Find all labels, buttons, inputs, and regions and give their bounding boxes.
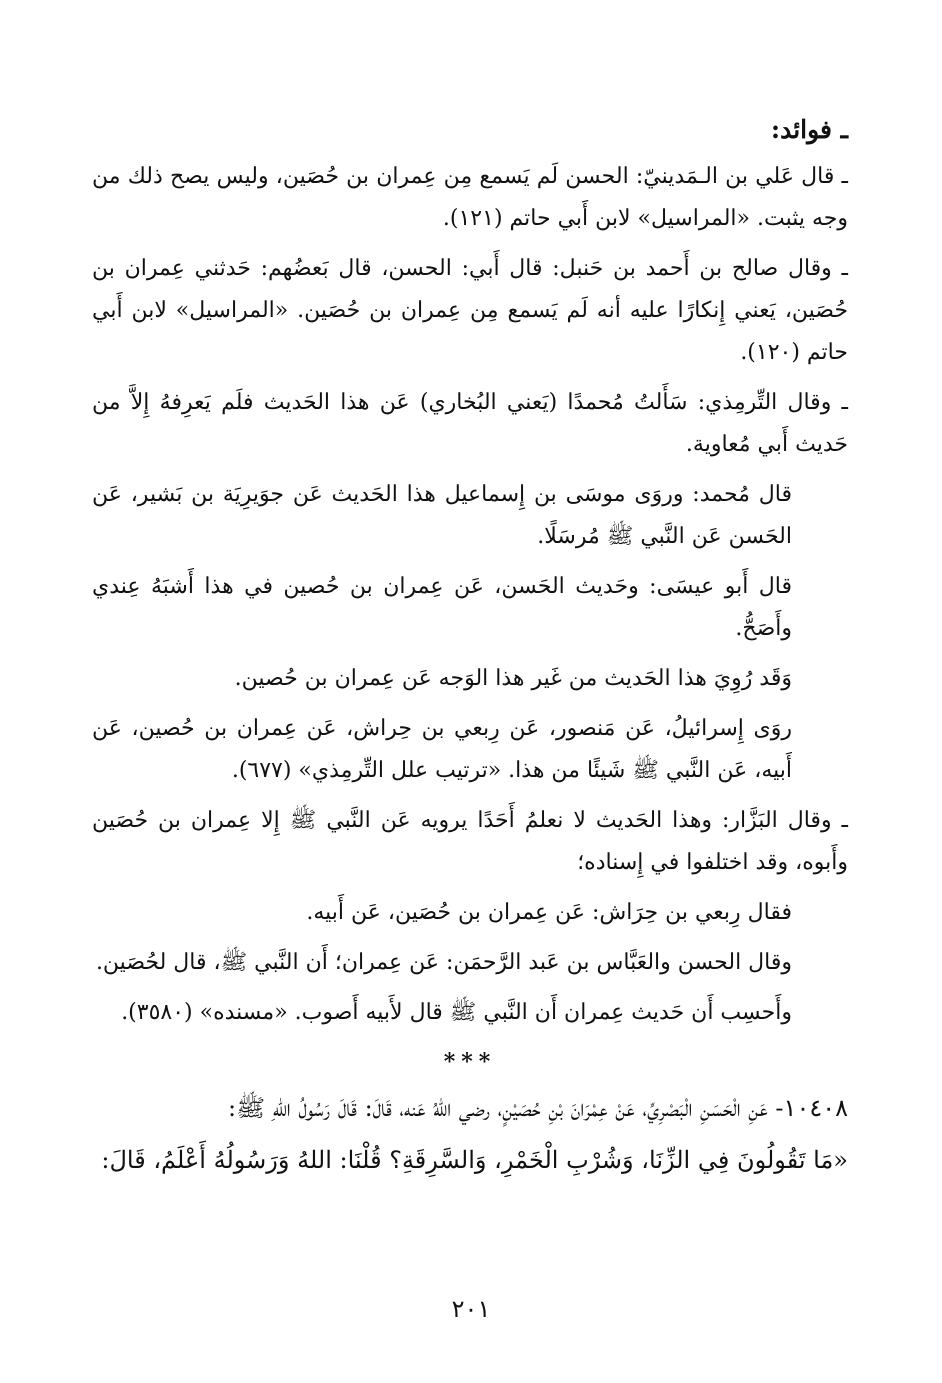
paragraph-other-way: وَقَد رُوِيَ هذا الحَديث من غَير هذا الوَجه عَن عِمران بن حُصين. [234,666,792,691]
paragraph-muhammad: قال مُحمد: وروَى موسَى بن إِسماعيل هذا الحَديث عَن جوَيرِيَة بن بَشير، عَن الحَسن عَن النَّبي ﷺ مُرسَلًا. [92,482,792,549]
paragraph-abu-isa: قال أَبو عيسَى: وحَديث الحَسن، عَن عِمران بن حُصين في هذا أَشبَهُ عِندي وأَصَحُّ. [92,574,792,641]
paragraph-tirmidhi: ـ وقال التِّرمِذي: سَأَلتُ مُحمدًا (يَعني البُخاري) عَن هذا الحَديث فلَم يَعرِفهُ إِلاَّ من حَديث أَبي مُعاوية. [92,390,848,457]
paragraph-salih-ibn-ahmad: ـ وقال صالح بن أَحمد بن حَنبل: قال أَبي: الحسن، قال بَعضُهم: حَدثني عِمران بن حُصَين، يَعني إِنكارًا عليه أنه لَم يَسمع مِن عِمران بن حُصَين. «المراسيل» لابن أَبي حاتم (١٢٠). [92,256,848,365]
hadith-text: «مَا تَقُولُونَ فِي الزِّنَا، وَشُرْبِ الْخَمْرِ، وَالسَّرِقَةِ؟ قُلْنَا: اللهُ وَرَسُولُهُ أَعْلَمُ، قَالَ: [101,1146,848,1174]
paragraph-hasan-abbas: وقال الحسن والعَبَّاس بن عَبد الرَّحمَن: عَن عِمران؛ أَن النَّبي ﷺ، قال لحُصَين. [95,950,792,975]
section-separator: *** [443,1049,497,1075]
paragraph-bazzar: ـ وقال البَزَّار: وهذا الحَديث لا نعلمُ أَحَدًا يرويه عَن النَّبي ﷺ إِلا عِمران بن حُصَين وأَبوه، وقد اختلفوا في إِسناده؛ [92,808,848,875]
page-number: ٢٠١ [451,1295,491,1323]
paragraph-israil: روَى إِسرائيلُ، عَن مَنصور، عَن رِبعي بن حِراش، عَن عِمران بن حُصين، عَن أَبيه، عَن النَّبي ﷺ شَيئًا من هذا. «ترتيب علل التِّرمِذي» (٦٧٧). [92,716,792,783]
paragraph-ahsib: وأَحسِب أَن حَديث عِمران أَن النَّبي ﷺ قال لأَبيه أَصوب. «مسنده» (٣٥٨٠). [121,1000,792,1025]
paragraph-ribi: فقال رِبعي بن حِرَاش: عَن عِمران بن حُصَين، عَن أَبيه. [306,900,792,925]
paragraph-ali-ibn-madini: ـ قال عَلي بن الـمَدينيّ: الحسن لَم يَسمع مِن عِمران بن حُصَين، وليس يصح ذلك من وجه يثبت. «المراسيل» لابن أَبي حاتم (١٢١). [92,164,848,231]
section-heading: ـ فوائد: [770,115,848,144]
hadith-intro: ١٠٤٠٨- عَنِ الْحَسَنِ الْبَصْرِيِّ، عَنْ عِمْرَانَ بْنِ حُصَيْنٍ، رضي اللهُ عَنه، قَالَ: قَالَ رَسُولُ اللهِ ﷺ: [228,1094,848,1122]
page-body [92,110,848,1190]
